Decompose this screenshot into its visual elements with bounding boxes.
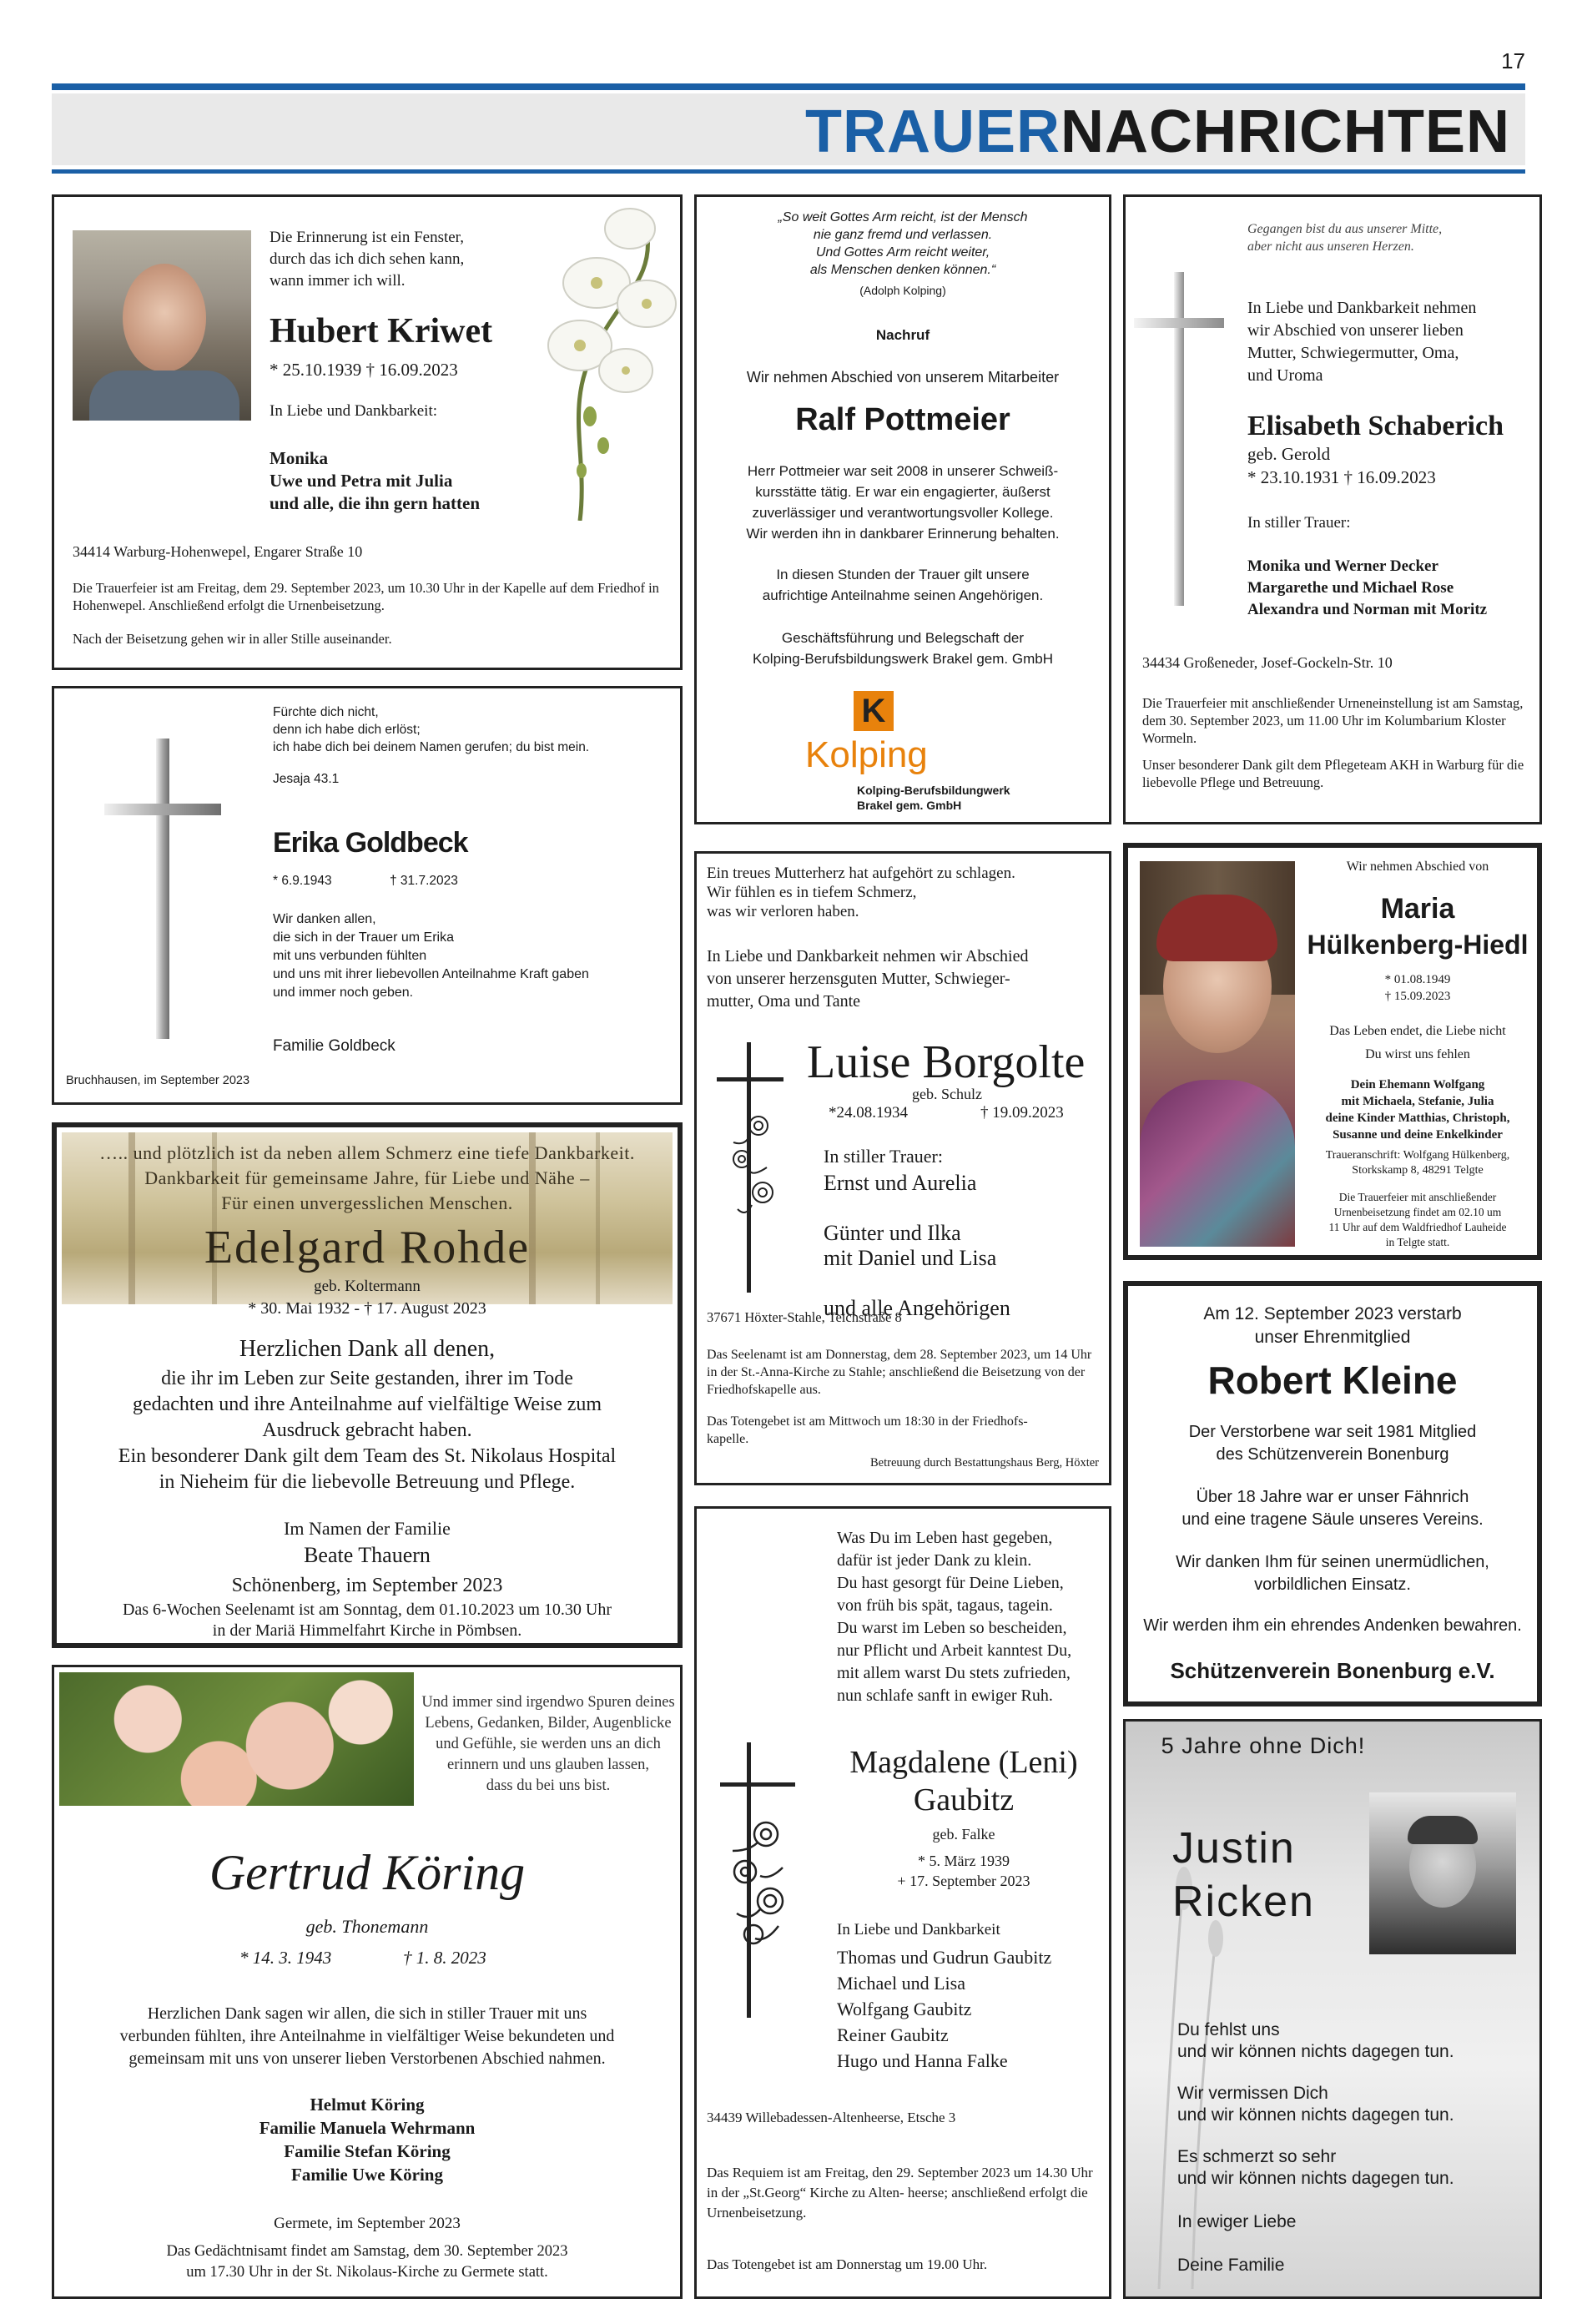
family-names: Monika Uwe und Petra mit Julia und alle, die ihn gern hatten	[270, 448, 481, 513]
service-info: Das Seelenamt ist am Donnerstag, dem 28. September 2023, um 14 Uhr in der St.-Anna-Kirche zu Stahle; anschließend die Beisetzung von der Friedhofskapelle aus.	[707, 1348, 1092, 1397]
family-names: Dein Ehemann Wolfgang mit Michaela, Stefanie, Julia deine Kinder Matthias, Christoph, Susanne und deine Enkelkinder	[1325, 1078, 1510, 1142]
thanks-note: Unser besonderer Dank gilt dem Pflegeteam AKH in Warburg für die liebevolle Pflege und Betreuung.	[1142, 757, 1524, 790]
kolping-quote: „So weit Gottes Arm reicht, ist der Mensch nie ganz fremd und verlassen. Und Gottes Arm reicht weiter, als Menschen denken können.“	[778, 210, 1028, 277]
deceased-first-name: Maria	[1380, 893, 1455, 925]
intro-line: Wir nehmen Abschied von	[1346, 860, 1489, 874]
cross-illustration	[104, 739, 221, 1039]
quote: Die Erinnerung ist ein Fenster, durch das ich dich sehen kann, wann immer ich will.	[270, 229, 465, 290]
birth-name: geb. Gerold	[1247, 444, 1331, 464]
family-names: Thomas und Gudrun Gaubitz Michael und Lisa Wolfgang Gaubitz Reiner Gaubitz Hugo und Hanna Falke	[837, 1947, 1052, 2071]
service-info: Die Trauerfeier ist am Freitag, dem 29. September 2023, um 10.30 Uhr in der Kapelle auf dem Friedhof in Hohenwepel. Anschließend erfolgt die Urnenbeisetzung.	[73, 580, 659, 613]
notice-koering	[52, 1665, 683, 2299]
notice-kriwet	[52, 194, 683, 670]
notice-ricken	[1123, 1719, 1542, 2299]
closing-love: In ewiger Liebe	[1177, 2212, 1297, 2231]
address: 34434 Großeneder, Josef-Gockeln-Str. 10	[1142, 654, 1393, 671]
thanks-heading: Herzlichen Dank all denen,	[239, 1336, 496, 1362]
deceased-name: Gertrud Köring	[209, 1845, 526, 1900]
deceased-last-name: Hülkenberg-Hiedl	[1307, 930, 1529, 960]
anniversary-headline: 5 Jahre ohne Dich!	[1161, 1733, 1366, 1758]
kolping-logo-letter: K	[861, 693, 886, 729]
deceased-name: Elisabeth Schaberich	[1247, 411, 1504, 441]
thanks-line: In Liebe und Dankbarkeit:	[270, 402, 438, 420]
life-dates: * 23.10.1931 † 16.09.2023	[1247, 467, 1436, 487]
thanks-text: Wir danken allen, die sich in der Trauer um Erika mit uns verbunden fühlten und uns mit ihrer liebevollen Anteilnahme Kraft gaben und immer noch geben.	[273, 912, 589, 1000]
portrait-photo	[1369, 1792, 1516, 1954]
thanks-line: In Liebe und Dankbarkeit	[837, 1921, 1000, 1938]
notice-gaubitz	[694, 1506, 1111, 2299]
quote: Und immer sind irgendwo Spuren deines Lebens, Gedanken, Bilder, Augenblicke und Gefühle, sie werden uns an dich erinnern und uns glauben lassen, dass du bei uns bist.	[421, 1694, 675, 1794]
verse-3: Es schmerzt so sehr und wir können nichts dagegen tun.	[1177, 2147, 1454, 2188]
death-date: † 15.09.2023	[1384, 990, 1451, 1003]
intro-text: In Liebe und Dankbarkeit nehmen wir Abschied von unserer lieben Mutter, Schwiegermutter, Oma, und Uroma	[1247, 299, 1477, 385]
prayer-info: Das Totengebet ist am Mittwoch um 18:30 in der Friedhofs- kapelle.	[707, 1414, 1028, 1446]
address: 34439 Willebadessen-Altenheerse, Etsche 3	[707, 2110, 956, 2125]
mourning-line: In stiller Trauer:	[824, 1146, 943, 1167]
notice-huelkenberg	[1123, 843, 1542, 1260]
family-names: Monika und Werner Decker Margarethe und Michael Rose Alexandra und Norman mit Moritz	[1247, 557, 1488, 618]
notice-kleine	[1123, 1281, 1542, 1706]
life-dates: * 25.10.1939 † 16.09.2023	[270, 360, 458, 380]
deceased-name: Hubert Kriwet	[270, 312, 493, 350]
quote: Was Du im Leben hast gegeben, dafür ist jeder Dank zu klein. Du hast gesorgt für Deine Lieben, von früh bis spät, tagaus, tagein. Du warst im Leben so bescheiden, nur Pflicht und Arbeit kanntest Du, mit allem warst Du stets zufrieden, nun schlafe sanft in ewiger Ruh.	[837, 1529, 1072, 1705]
condolence-text: In diesen Stunden der Trauer gilt unsere aufrichtige Anteilnahme seinen Angehörigen.	[762, 567, 1044, 603]
thanks-text: Herzlichen Dank sagen wir allen, die sich in stiller Trauer mit uns verbunden fühlten, ihre Anteilnahme in vielfältiger Weise bekundeten und gemeinsam mit uns von unserer lieben Verstorbenen Abschied nahmen.	[119, 2004, 615, 2068]
deceased-name: Luise Borgolte	[807, 1036, 1086, 1088]
family-signature: Familie Goldbeck	[273, 1037, 396, 1055]
deceased-name: Robert Kleine	[1207, 1359, 1458, 1402]
intro-text: Am 12. September 2023 verstarb unser Ehrenmitglied	[1203, 1304, 1462, 1347]
memory-text: Wir werden ihm ein ehrendes Andenken bewahren.	[1143, 1616, 1522, 1635]
birth-name: geb. Thonemann	[305, 1916, 429, 1937]
place-date: Germete, im September 2023	[274, 2215, 461, 2232]
deceased-name: Edelgard Rohde	[204, 1222, 531, 1273]
address: 37671 Höxter-Stahle, Teichstraße 8	[707, 1309, 902, 1325]
notice-heading: Nachruf	[875, 327, 930, 343]
birth-name: geb. Schulz	[912, 1086, 982, 1102]
deceased-name: Ralf Pottmeier	[795, 402, 1010, 437]
service-info: Das 6-Wochen Seelenamt ist am Sonntag, dem 01.10.2023 um 10.30 Uhr in der Mariä Himmelfahrt Kirche in Pömbsen.	[122, 1601, 612, 1640]
club-signature: Schützenverein Bonenburg e.V.	[1170, 1658, 1495, 1683]
birth-date: * 6.9.1943	[273, 874, 332, 888]
address: 34414 Warburg-Hohenwepel, Engarer Straße 10	[73, 543, 363, 560]
cross-with-roses	[720, 1742, 804, 2018]
life-dates: * 5. März 1939 + 17. September 2023	[897, 1853, 1030, 1889]
funeral-home: Betreuung durch Bestattungshaus Berg, Höxter	[870, 1456, 1099, 1470]
bible-quote: Fürchte dich nicht, denn ich habe dich erlöst; ich habe dich bei deinem Namen gerufen; du bist mein.	[273, 705, 590, 754]
portrait-photo	[73, 230, 251, 421]
place-date: Bruchhausen, im September 2023	[66, 1074, 250, 1087]
portrait-photo	[1140, 861, 1295, 1247]
service-info: Die Trauerfeier mit anschließender Urnenbeisetzung findet am 02.10 um 11 Uhr auf dem Waldfriedhof Lauheide in Telgte statt.	[1328, 1191, 1507, 1248]
closing-note: Nach der Beisetzung gehen wir in aller Stille auseinander.	[73, 631, 392, 647]
quote: Das Leben endet, die Liebe nicht Du wirst uns fehlen	[1329, 1024, 1506, 1061]
service-info: Die Trauerfeier mit anschließender Urneneinstellung ist am Samstag, dem 30. September 2023, um 11.00 Uhr im Kolumbarium Kloster Wormeln.	[1142, 695, 1524, 746]
page-number: 17	[1501, 48, 1525, 73]
birth-name: geb. Falke	[932, 1826, 995, 1843]
family-heading: Im Namen der Familie	[284, 1518, 451, 1539]
notice-pottmeier	[694, 194, 1111, 824]
birth-name: geb. Koltermann	[314, 1278, 421, 1295]
bible-verse: Jesaja 43.1	[273, 772, 340, 786]
header-rule-top	[52, 83, 1525, 90]
signature: Geschäftsführung und Belegschaft der Kolping-Berufsbildungswerk Brakel gem. GmbH	[753, 630, 1053, 667]
address: Traueranschrift: Wolfgang Hülkenberg, Storkskamp 8, 48291 Telgte	[1325, 1149, 1510, 1177]
quote-author: (Adolph Kolping)	[859, 284, 946, 297]
prayer-info: Das Totengebet ist am Donnerstag um 19.00 Uhr.	[707, 2256, 988, 2272]
cross-illustration	[1134, 272, 1226, 606]
orchid-illustration	[530, 204, 680, 521]
intro-text: In Liebe und Dankbarkeit nehmen wir Abschied von unserer herzensguten Mutter, Schwieger- mutter, Oma und Tante	[707, 947, 1029, 1011]
service-info: Das Gedächtnisamt findet am Samstag, dem 30. September 2023 um 17.30 Uhr in der St. Nikolaus-Kirche zu Germete statt.	[166, 2243, 568, 2281]
family-signature: Deine Familie	[1177, 2256, 1285, 2275]
section-title	[805, 98, 1510, 165]
kolping-logo-caption: Kolping-Berufsbildungwerk Brakel gem. GmbH	[857, 784, 1010, 812]
life-dates: * 30. Mai 1932 - † 17. August 2023	[248, 1299, 486, 1318]
family-names: Helmut Köring Familie Manuela Wehrmann Familie Stefan Köring Familie Uwe Köring	[259, 2095, 476, 2185]
notice-borgolte	[694, 851, 1111, 1485]
section-title-black: NACHRICHTEN	[1061, 98, 1510, 165]
intro-line: Wir nehmen Abschied von unserem Mitarbeiter	[746, 369, 1060, 386]
place-date: Schönenberg, im September 2023	[231, 1575, 503, 1596]
verse-1: Du fehlst uns und wir können nichts dagegen tun.	[1177, 2020, 1454, 2061]
family-names: Ernst und Aurelia Günter und Ilka mit Daniel und Lisa und alle Angehörigen	[824, 1171, 1010, 1320]
membership-text: Der Verstorbene war seit 1981 Mitglied des Schützenverein Bonenburg	[1188, 1423, 1477, 1464]
family-signature: Beate Thauern	[304, 1543, 431, 1567]
death-date: † 31.7.2023	[390, 874, 458, 888]
tribute-text: Herr Pottmeier war seit 2008 in unserer Schweiß- kursstätte tätig. Er war ein engagierter, äußerst zuverlässiger und verantwortungsvoller Kollege. Wir werden ihn in dankbarer Erinnerung behalten.	[746, 463, 1060, 542]
mourning-line: In stiller Trauer:	[1247, 514, 1351, 532]
gratitude-text: Wir danken Ihm für seinen unermüdlichen, vorbildlichen Einsatz.	[1176, 1553, 1489, 1594]
notice-rohde	[52, 1122, 683, 1648]
deceased-name: Erika Goldbeck	[273, 827, 468, 859]
birth-date: * 14. 3. 1943	[239, 1948, 332, 1968]
deceased-name: Justin Ricken	[1172, 1824, 1315, 1926]
cross-with-roses	[717, 1042, 783, 1293]
opening-text: ….. und plötzlich ist da neben allem Schmerz eine tiefe Dankbarkeit. Dankbarkeit für gemeinsame Jahre, für Liebe und Nähe – Für einen unvergesslichen Menschen.	[99, 1142, 635, 1213]
quote: Gegangen bist du aus unserer Mitte, aber nicht aus unseren Herzen.	[1247, 222, 1443, 254]
header-rule-bottom	[52, 169, 1525, 174]
kolping-logo-word: Kolping	[805, 734, 928, 775]
birth-date: * 01.08.1949	[1384, 973, 1451, 986]
birth-date: *24.08.1934	[829, 1104, 908, 1122]
intro-verse: Ein treues Mutterherz hat aufgehört zu schlagen. Wir fühlen es in tiefem Schmerz, was wir verloren haben.	[707, 865, 1015, 920]
service-text: Über 18 Jahre war er unser Fähnrich und eine tragene Säule unseres Vereins.	[1181, 1488, 1484, 1529]
service-info: Das Requiem ist am Freitag, den 29. September 2023 um 14.30 Uhr in der „St.Georg“ Kirche zu Alten- heerse; anschließend erfolgt die Urnenbeisetzung.	[707, 2165, 1093, 2221]
deceased-name: Magdalene (Leni) Gaubitz	[849, 1745, 1078, 1817]
kolping-logo-mark	[854, 691, 894, 731]
thanks-text: die ihr im Leben zur Seite gestanden, ihrer im Tode gedachten und ihre Anteilnahme auf vielfältige Weise zum Ausdruck gebracht haben. Ein besonderer Dank gilt dem Team des St. Nikolaus Hospital in Nieheim für die liebevolle Betreuung und Pflege.	[118, 1368, 617, 1493]
notice-schaberich	[1123, 194, 1542, 824]
death-date: † 1. 8. 2023	[403, 1948, 486, 1968]
verse-2: Wir vermissen Dich und wir können nichts dagegen tun.	[1177, 2084, 1454, 2125]
notice-goldbeck	[52, 686, 683, 1105]
death-date: † 19.09.2023	[980, 1104, 1064, 1122]
section-title-blue: TRAUER	[805, 98, 1061, 165]
roses-photo	[59, 1672, 414, 1806]
